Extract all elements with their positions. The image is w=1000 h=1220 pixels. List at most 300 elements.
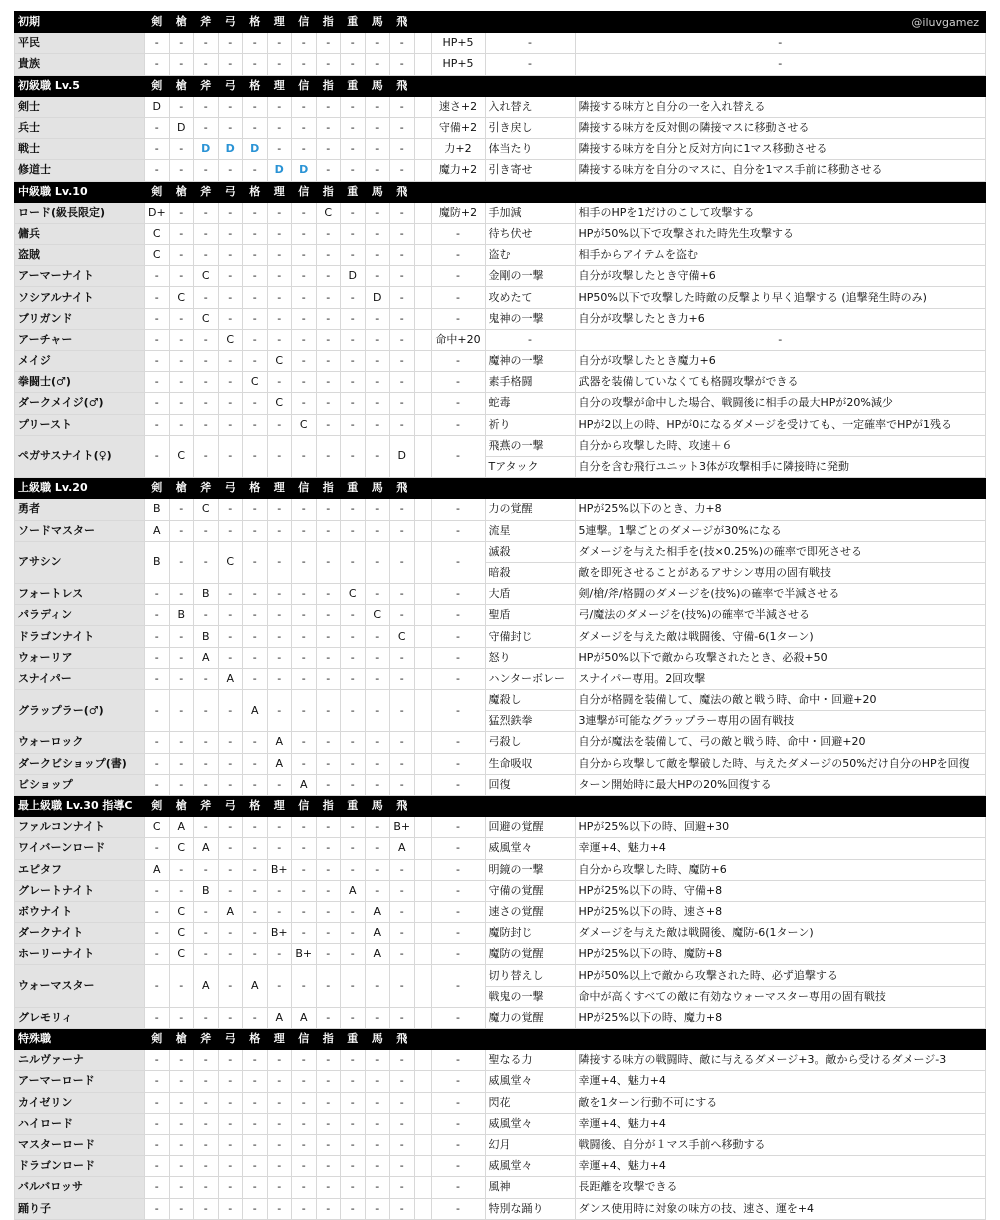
class-table	[14, 11, 986, 1220]
skill-name: 魔防封じ	[485, 923, 575, 944]
spacer-cell	[414, 96, 431, 117]
weapon-rank: -	[145, 33, 170, 54]
skill-name: 風神	[485, 1177, 575, 1198]
weapon-rank: -	[390, 54, 415, 75]
skill-name: 守備の覚醒	[485, 880, 575, 901]
weapon-rank: -	[316, 1156, 341, 1177]
table-row	[15, 647, 986, 668]
table-row	[15, 1007, 986, 1028]
weapon-rank: -	[316, 753, 341, 774]
weapon-header: 格	[243, 75, 268, 96]
weapon-rank: -	[365, 965, 390, 1007]
class-name: ペガサスナイト(♀)	[15, 435, 145, 477]
weapon-rank: -	[292, 817, 317, 838]
spacer-cell	[414, 732, 431, 753]
weapon-rank: -	[145, 308, 170, 329]
class-name: マスターロード	[15, 1134, 145, 1155]
weapon-rank: -	[292, 1134, 317, 1155]
weapon-rank: -	[341, 901, 366, 922]
weapon-rank: -	[218, 1007, 243, 1028]
weapon-rank: -	[194, 1113, 219, 1134]
weapon-rank: -	[316, 414, 341, 435]
weapon-rank: -	[316, 329, 341, 350]
weapon-rank: -	[145, 838, 170, 859]
weapon-rank: -	[316, 54, 341, 75]
spacer-cell	[414, 287, 431, 308]
weapon-rank: -	[169, 1198, 194, 1219]
weapon-rank: -	[365, 838, 390, 859]
weapon-rank: -	[243, 1134, 268, 1155]
weapon-rank: -	[365, 690, 390, 732]
weapon-rank: B	[194, 584, 219, 605]
weapon-rank: -	[169, 33, 194, 54]
weapon-rank: -	[169, 414, 194, 435]
weapon-rank: A	[218, 901, 243, 922]
weapon-rank: -	[365, 541, 390, 583]
table-row	[15, 520, 986, 541]
stat-bonus: -	[431, 753, 485, 774]
skill-description: 弓/魔法のダメージを(技%)の確率で半減させる	[575, 605, 986, 626]
skill-name: 体当たり	[485, 139, 575, 160]
weapon-rank: -	[267, 202, 292, 223]
table-row	[15, 1134, 986, 1155]
weapon-rank: -	[316, 1050, 341, 1071]
section-header-spacer	[414, 181, 986, 202]
weapon-rank: -	[194, 54, 219, 75]
weapon-rank: D	[390, 435, 415, 477]
weapon-rank: -	[390, 329, 415, 350]
weapon-rank: -	[365, 160, 390, 181]
weapon-rank: -	[390, 266, 415, 287]
weapon-rank: -	[243, 266, 268, 287]
weapon-rank: -	[218, 774, 243, 795]
weapon-rank: C	[267, 351, 292, 372]
weapon-rank: -	[243, 774, 268, 795]
table-row	[15, 626, 986, 647]
stat-bonus: -	[431, 541, 485, 583]
weapon-header: 斧	[194, 75, 219, 96]
weapon-header: 格	[243, 795, 268, 816]
weapon-rank: -	[390, 1071, 415, 1092]
skill-name: 引き戻し	[485, 117, 575, 138]
stat-bonus: -	[431, 690, 485, 732]
weapon-rank: -	[365, 308, 390, 329]
table-row	[15, 245, 986, 266]
skill-name: 閃花	[485, 1092, 575, 1113]
weapon-rank: -	[365, 626, 390, 647]
weapon-rank: -	[365, 223, 390, 244]
weapon-rank: -	[316, 584, 341, 605]
weapon-rank: D	[341, 266, 366, 287]
weapon-rank: -	[145, 1198, 170, 1219]
weapon-rank: -	[292, 96, 317, 117]
weapon-rank: -	[218, 817, 243, 838]
weapon-rank: -	[145, 266, 170, 287]
table-row	[15, 1177, 986, 1198]
weapon-rank: -	[243, 647, 268, 668]
weapon-rank: -	[390, 245, 415, 266]
weapon-rank: -	[243, 245, 268, 266]
weapon-rank: -	[316, 245, 341, 266]
weapon-rank: -	[365, 584, 390, 605]
weapon-header: 斧	[194, 795, 219, 816]
weapon-rank: -	[243, 880, 268, 901]
weapon-rank: -	[267, 605, 292, 626]
class-name: スナイパー	[15, 668, 145, 689]
stat-bonus: -	[431, 223, 485, 244]
skill-description: ダメージを与えた敵は戦闘後、魔防-6(1ターン)	[575, 923, 986, 944]
skill-description: 隣接する味方を自分のマスに、自分を1マス手前に移動させる	[575, 160, 986, 181]
spacer-cell	[414, 372, 431, 393]
weapon-header: 槍	[169, 181, 194, 202]
skill-description: HPが25%以下の時、速さ+8	[575, 901, 986, 922]
weapon-rank: -	[194, 329, 219, 350]
table-row	[15, 1071, 986, 1092]
weapon-rank: -	[365, 54, 390, 75]
weapon-rank: -	[267, 647, 292, 668]
weapon-rank: -	[292, 1156, 317, 1177]
weapon-rank: A	[341, 880, 366, 901]
skill-name: 戦鬼の一撃	[485, 986, 575, 1007]
spacer-cell	[414, 668, 431, 689]
weapon-rank: -	[390, 859, 415, 880]
weapon-rank: -	[267, 1071, 292, 1092]
weapon-rank: -	[145, 372, 170, 393]
weapon-rank: -	[267, 1113, 292, 1134]
skill-name: 聖盾	[485, 605, 575, 626]
weapon-rank: -	[341, 1113, 366, 1134]
skill-name: 威風堂々	[485, 1071, 575, 1092]
weapon-rank: -	[218, 245, 243, 266]
class-name: ダークメイジ(♂)	[15, 393, 145, 414]
weapon-rank: -	[365, 499, 390, 520]
weapon-rank: -	[218, 690, 243, 732]
weapon-rank: -	[218, 54, 243, 75]
spacer-cell	[414, 499, 431, 520]
weapon-rank: -	[243, 414, 268, 435]
weapon-rank: -	[341, 372, 366, 393]
weapon-rank: -	[194, 96, 219, 117]
weapon-rank: -	[194, 117, 219, 138]
weapon-rank: B+	[267, 923, 292, 944]
skill-name: 攻めたて	[485, 287, 575, 308]
weapon-rank: -	[218, 351, 243, 372]
weapon-rank: D	[365, 287, 390, 308]
weapon-rank: -	[194, 435, 219, 477]
stat-bonus: HP+5	[431, 54, 485, 75]
weapon-rank: -	[292, 245, 317, 266]
weapon-rank: -	[194, 1092, 219, 1113]
skill-name: 暗殺	[485, 562, 575, 583]
weapon-rank: -	[218, 647, 243, 668]
weapon-rank: -	[218, 753, 243, 774]
skill-description: HPが25%以下の時、魔防+8	[575, 944, 986, 965]
weapon-rank: -	[390, 499, 415, 520]
weapon-rank: -	[169, 223, 194, 244]
skill-description: 5連撃。1撃ごとのダメージが30%になる	[575, 520, 986, 541]
weapon-rank: -	[390, 414, 415, 435]
class-name: ウォーリア	[15, 647, 145, 668]
weapon-rank: -	[292, 499, 317, 520]
weapon-rank: -	[145, 944, 170, 965]
weapon-rank: -	[194, 1177, 219, 1198]
class-name: ウォーマスター	[15, 965, 145, 1007]
weapon-rank: -	[194, 817, 219, 838]
weapon-rank: A	[145, 859, 170, 880]
stat-bonus: -	[431, 668, 485, 689]
weapon-rank: -	[169, 54, 194, 75]
weapon-rank: -	[243, 54, 268, 75]
class-name: 平民	[15, 33, 145, 54]
skill-description: ダメージを与えた相手を(技×0.25%)の確率で即死させる	[575, 541, 986, 562]
skill-name: 鬼神の一撃	[485, 308, 575, 329]
weapon-rank: -	[218, 308, 243, 329]
weapon-header: 馬	[365, 478, 390, 499]
weapon-rank: -	[145, 605, 170, 626]
stat-bonus: -	[431, 435, 485, 477]
skill-name: 回復	[485, 774, 575, 795]
skill-description: ダンス使用時に対象の味方の技、速さ、運を+4	[575, 1198, 986, 1219]
weapon-rank: -	[365, 647, 390, 668]
class-name: ドラゴンナイト	[15, 626, 145, 647]
weapon-rank: -	[365, 329, 390, 350]
weapon-rank: -	[390, 308, 415, 329]
table-row	[15, 880, 986, 901]
spacer-cell	[414, 880, 431, 901]
weapon-rank: C	[267, 393, 292, 414]
spacer-cell	[414, 393, 431, 414]
weapon-rank: -	[316, 880, 341, 901]
stat-bonus: -	[431, 520, 485, 541]
weapon-rank: -	[169, 520, 194, 541]
weapon-rank: -	[267, 287, 292, 308]
weapon-rank: -	[169, 245, 194, 266]
weapon-rank: -	[365, 1092, 390, 1113]
weapon-header: 格	[243, 181, 268, 202]
weapon-rank: -	[169, 1092, 194, 1113]
skill-name: 金剛の一撃	[485, 266, 575, 287]
weapon-rank: -	[341, 626, 366, 647]
skill-name: 威風堂々	[485, 1113, 575, 1134]
class-name: 兵士	[15, 117, 145, 138]
weapon-rank: -	[341, 647, 366, 668]
weapon-rank: -	[390, 1113, 415, 1134]
weapon-rank: -	[292, 626, 317, 647]
weapon-header: 槍	[169, 795, 194, 816]
weapon-rank: -	[243, 901, 268, 922]
weapon-rank: -	[316, 944, 341, 965]
weapon-rank: -	[341, 117, 366, 138]
weapon-rank: -	[390, 287, 415, 308]
weapon-rank: D	[267, 160, 292, 181]
section-header-spacer	[414, 75, 986, 96]
weapon-rank: C	[169, 838, 194, 859]
stat-bonus: -	[431, 1177, 485, 1198]
weapon-rank: -	[218, 626, 243, 647]
weapon-rank: -	[243, 732, 268, 753]
weapon-rank: -	[218, 223, 243, 244]
weapon-rank: -	[218, 287, 243, 308]
weapon-header: 指	[316, 75, 341, 96]
spacer-cell	[414, 1134, 431, 1155]
weapon-rank: -	[292, 605, 317, 626]
section-title: 最上級職 Lv.30 指導C	[15, 795, 145, 816]
weapon-rank: -	[341, 287, 366, 308]
skill-name: 盗む	[485, 245, 575, 266]
weapon-rank: -	[390, 647, 415, 668]
spacer-cell	[414, 435, 431, 477]
weapon-rank: -	[365, 774, 390, 795]
weapon-rank: -	[292, 117, 317, 138]
spacer-cell	[414, 139, 431, 160]
weapon-header: 槍	[169, 478, 194, 499]
spacer-cell	[414, 944, 431, 965]
weapon-rank: -	[292, 329, 317, 350]
weapon-header: 弓	[218, 795, 243, 816]
table-row	[15, 690, 986, 711]
spacer-cell	[414, 859, 431, 880]
table-row	[15, 287, 986, 308]
weapon-rank: -	[316, 817, 341, 838]
weapon-rank: -	[145, 1071, 170, 1092]
weapon-rank: -	[267, 626, 292, 647]
class-name: グレモリィ	[15, 1007, 145, 1028]
weapon-rank: -	[292, 202, 317, 223]
spacer-cell	[414, 160, 431, 181]
table-row	[15, 817, 986, 838]
weapon-rank: -	[365, 435, 390, 477]
table-row	[15, 393, 986, 414]
weapon-rank: -	[218, 1050, 243, 1071]
weapon-rank: -	[390, 202, 415, 223]
spacer-cell	[414, 1113, 431, 1134]
table-row	[15, 901, 986, 922]
weapon-rank: -	[267, 520, 292, 541]
table-row	[15, 838, 986, 859]
weapon-rank: -	[243, 308, 268, 329]
weapon-rank: -	[292, 33, 317, 54]
skill-name: 祈り	[485, 414, 575, 435]
weapon-rank: -	[316, 1198, 341, 1219]
weapon-rank: -	[292, 393, 317, 414]
weapon-rank: A	[243, 965, 268, 1007]
weapon-rank: -	[145, 753, 170, 774]
weapon-header: 馬	[365, 12, 390, 33]
section-header	[15, 75, 986, 96]
weapon-rank: -	[365, 117, 390, 138]
stat-bonus: -	[431, 1071, 485, 1092]
section-header	[15, 795, 986, 816]
weapon-rank: -	[365, 372, 390, 393]
weapon-rank: -	[169, 160, 194, 181]
table-row	[15, 1156, 986, 1177]
stat-bonus: -	[431, 308, 485, 329]
class-name: エピタフ	[15, 859, 145, 880]
weapon-rank: -	[267, 901, 292, 922]
weapon-rank: -	[169, 1177, 194, 1198]
skill-name: 弓殺し	[485, 732, 575, 753]
weapon-rank: -	[316, 499, 341, 520]
weapon-rank: -	[267, 372, 292, 393]
skill-description: 幸運+4、魅力+4	[575, 1113, 986, 1134]
skill-name: 蛇毒	[485, 393, 575, 414]
weapon-rank: -	[267, 223, 292, 244]
weapon-rank: -	[292, 1050, 317, 1071]
weapon-rank: -	[341, 245, 366, 266]
table-row	[15, 266, 986, 287]
weapon-rank: -	[243, 1092, 268, 1113]
weapon-rank: -	[267, 435, 292, 477]
section-header-spacer	[414, 478, 986, 499]
weapon-rank: -	[243, 753, 268, 774]
class-name: ホーリーナイト	[15, 944, 145, 965]
weapon-rank: -	[169, 880, 194, 901]
spacer-cell	[414, 202, 431, 223]
table-row	[15, 605, 986, 626]
spacer-cell	[414, 117, 431, 138]
weapon-header: 信	[292, 1029, 317, 1050]
weapon-rank: -	[243, 202, 268, 223]
weapon-rank: -	[243, 668, 268, 689]
table-row	[15, 753, 986, 774]
section-header	[15, 1029, 986, 1050]
weapon-rank: -	[194, 774, 219, 795]
stat-bonus: -	[431, 774, 485, 795]
weapon-header: 理	[267, 181, 292, 202]
skill-description: 自分が攻撃したとき力+6	[575, 308, 986, 329]
skill-name: 威風堂々	[485, 1156, 575, 1177]
weapon-rank: -	[365, 202, 390, 223]
stat-bonus: 速さ+2	[431, 96, 485, 117]
weapon-rank: A	[390, 838, 415, 859]
weapon-rank: C	[169, 944, 194, 965]
weapon-rank: -	[390, 923, 415, 944]
section-header-spacer	[414, 795, 986, 816]
weapon-header: 理	[267, 12, 292, 33]
weapon-rank: -	[341, 96, 366, 117]
weapon-rank: -	[292, 880, 317, 901]
weapon-rank: -	[267, 139, 292, 160]
spacer-cell	[414, 245, 431, 266]
weapon-rank: -	[169, 1134, 194, 1155]
weapon-rank: -	[145, 139, 170, 160]
weapon-rank: -	[316, 1071, 341, 1092]
weapon-header: 斧	[194, 12, 219, 33]
weapon-rank: -	[218, 202, 243, 223]
weapon-rank: -	[316, 1177, 341, 1198]
weapon-rank: -	[316, 160, 341, 181]
weapon-rank: A	[365, 901, 390, 922]
weapon-rank: -	[267, 1198, 292, 1219]
weapon-rank: -	[243, 329, 268, 350]
class-name: ソードマスター	[15, 520, 145, 541]
weapon-rank: -	[243, 96, 268, 117]
spacer-cell	[414, 33, 431, 54]
weapon-rank: -	[267, 266, 292, 287]
weapon-rank: -	[194, 1198, 219, 1219]
weapon-rank: C	[194, 266, 219, 287]
watermark: @iluvgamez	[911, 16, 979, 29]
weapon-rank: A	[267, 732, 292, 753]
skill-description: HPが25%以下の時、魔力+8	[575, 1007, 986, 1028]
weapon-rank: -	[243, 1198, 268, 1219]
skill-description: 自分が攻撃したとき守備+6	[575, 266, 986, 287]
weapon-rank: -	[145, 584, 170, 605]
weapon-rank: C	[169, 923, 194, 944]
weapon-rank: -	[341, 753, 366, 774]
weapon-header: 重	[341, 181, 366, 202]
weapon-header: 弓	[218, 1029, 243, 1050]
